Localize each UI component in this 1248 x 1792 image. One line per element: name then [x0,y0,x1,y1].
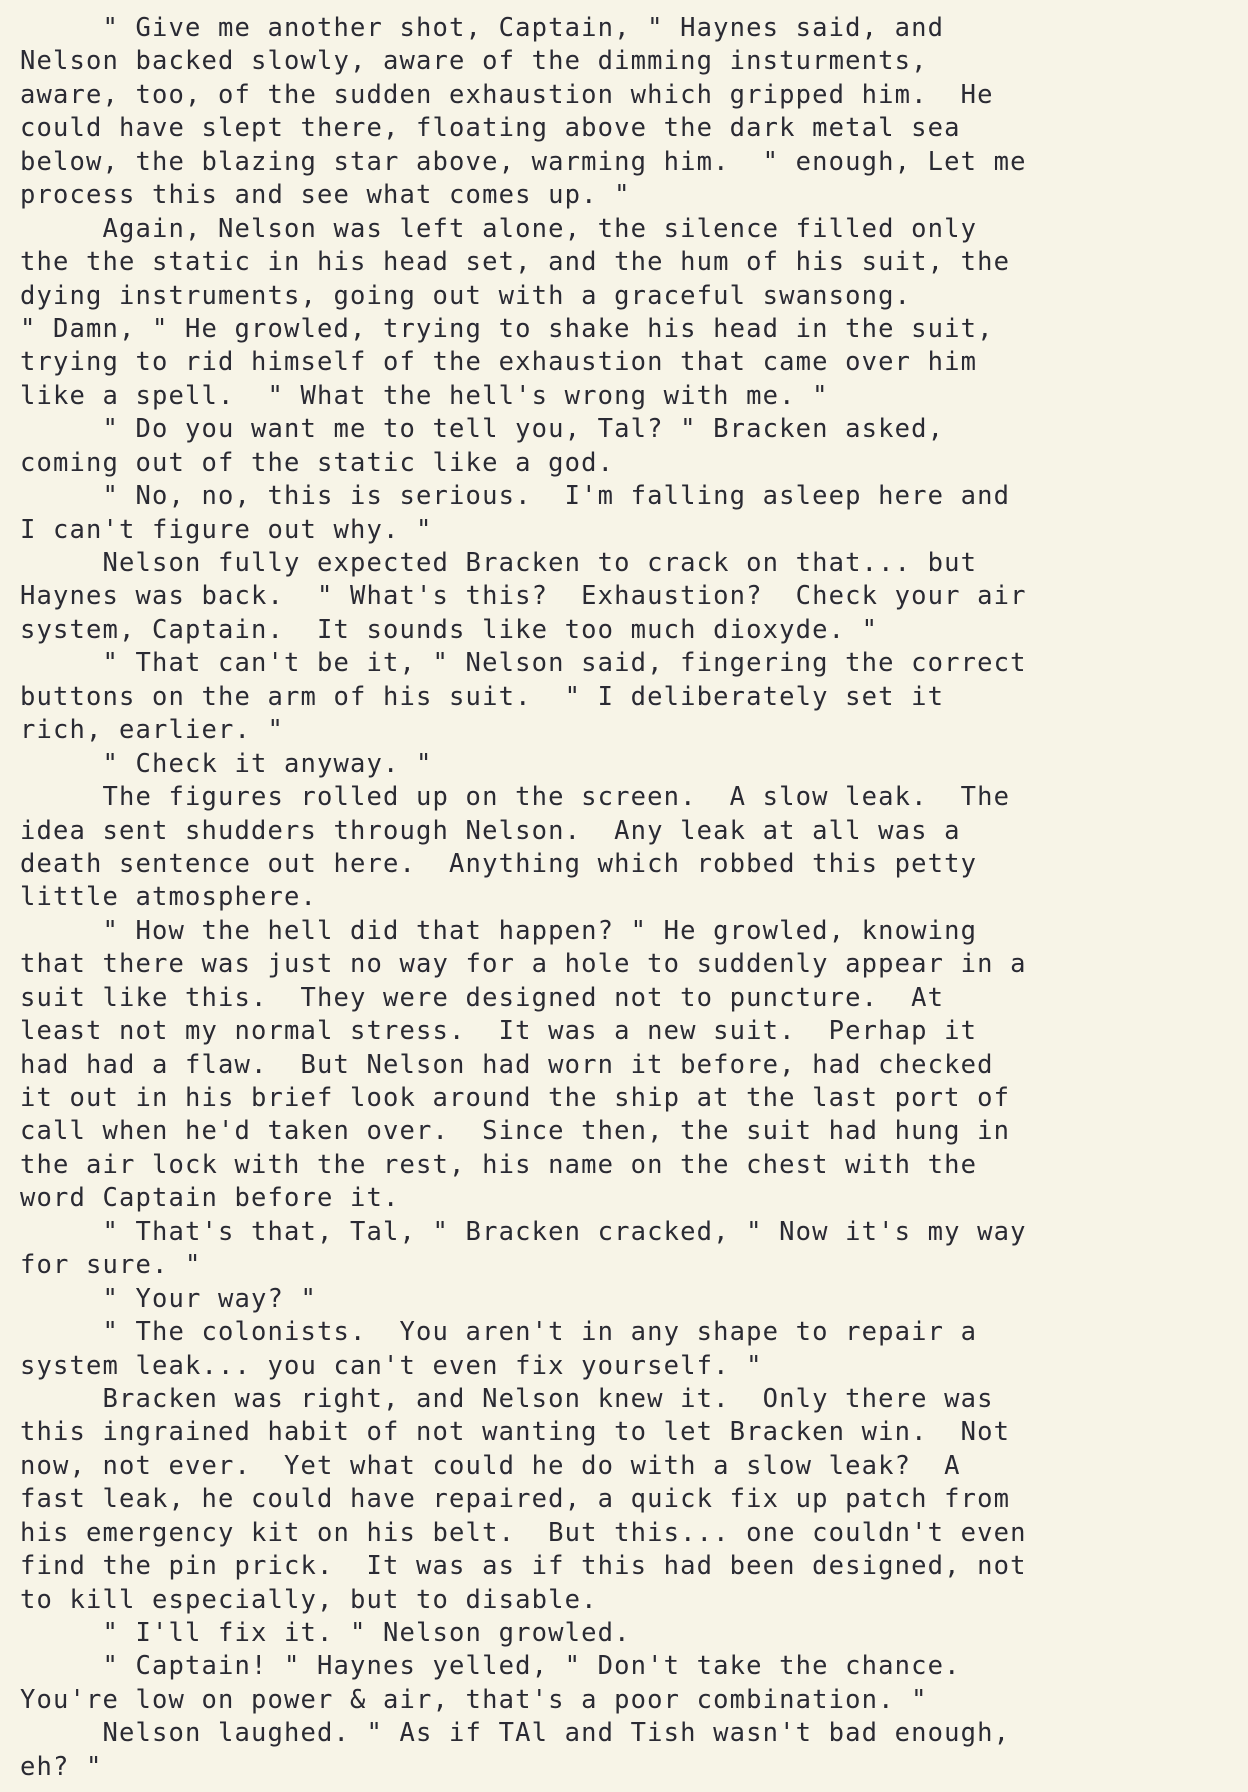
text-line: Nelson backed slowly, aware of the dimming insturments, [20,46,928,77]
text-line: below, the blazing star above, warming him. " enough, Let me [20,146,1027,177]
text-line: the air lock with the rest, his name on the chest with the [20,1149,978,1180]
text-line: process this and see what comes up. " [20,180,631,211]
text-line: eh? " [20,1751,103,1782]
text-line: " Give me another shot, Captain, " Haynes said, and [20,13,945,43]
text-line: aware, too, of the sudden exhaustion which gripped him. He [20,79,994,110]
text-line: The figures rolled up on the screen. A slow leak. The [20,782,1011,813]
text-line: suit like this. They were designed not to puncture. At [20,982,945,1013]
text-line: could have slept there, floating above the dark metal sea [20,113,961,144]
text-line: system leak... you can't even fix yourself. " [20,1350,763,1381]
text-line: trying to rid himself of the exhaustion that came over him [20,347,978,378]
text-line: to kill especially, but to disable. [20,1584,598,1615]
text-line: " The colonists. You aren't in any shape to repair a [20,1317,978,1348]
text-line: coming out of the static like a god. [20,447,615,478]
text-line: Again, Nelson was left alone, the silence filled only [20,213,978,244]
text-line: this ingrained habit of not wanting to let Bracken win. Not [20,1417,1011,1448]
text-line: like a spell. " What the hell's wrong with me. " [20,380,829,411]
text-line: " I'll fix it. " Nelson growled. [20,1618,631,1648]
text-line: it out in his brief look around the ship at the last port of [20,1083,1011,1113]
text-line: Nelson laughed. " As if TAl and Tish wasn't bad enough, [20,1718,1011,1749]
text-line: " Do you want me to tell you, Tal? " Bracken asked, [20,414,945,445]
text-line: " Check it anyway. " [20,748,433,779]
text-line: word Captain before it. [20,1183,400,1214]
text-line: now, not ever. Yet what could he do with a slow leak? A [20,1450,961,1481]
text-line: that there was just no way for a hole to suddenly appear in a [20,949,1027,980]
text-line: the the static in his head set, and the hum of his suit, the [20,247,1011,278]
text-line: " That's that, Tal, " Bracken cracked, " Now it's my way [20,1216,1027,1247]
text-line: Nelson fully expected Bracken to crack on that... but [20,548,978,578]
text-line: I can't figure out why. " [20,514,433,545]
text-line: " Damn, " He growled, trying to shake his head in the suit, [20,313,994,344]
text-line: had had a flaw. But Nelson had worn it before, had checked [20,1049,994,1080]
text-line: call when he'd taken over. Since then, the suit had hung in [20,1116,1011,1147]
text-line: fast leak, he could have repaired, a quick fix up patch from [20,1484,1011,1515]
text-line: " Captain! " Haynes yelled, " Don't take the chance. [20,1651,961,1682]
text-line: death sentence out here. Anything which robbed this petty [20,848,978,879]
text-line: buttons on the arm of his suit. " I deliberately set it [20,681,945,712]
text-line: You're low on power & air, that's a poor combination. " [20,1684,928,1715]
text-line: system, Captain. It sounds like too much dioxyde. " [20,614,879,645]
text-line: " That can't be it, " Nelson said, fingering the correct [20,648,1027,679]
text-line: least not my normal stress. It was a new suit. Perhap it [20,1016,978,1047]
text-line: dying instruments, going out with a graceful swansong. [20,280,912,311]
text-line: " No, no, this is serious. I'm falling asleep here and [20,481,1011,512]
text-line: little atmosphere. [20,882,318,913]
text-line: " How the hell did that happen? " He growled, knowing [20,915,978,946]
text-line: find the pin prick. It was as if this had been designed, not [20,1551,1027,1582]
text-line: his emergency kit on his belt. But this... one couldn't even [20,1517,1027,1548]
text-line: idea sent shudders through Nelson. Any leak at all was a [20,815,961,846]
text-line: Haynes was back. " What's this? Exhaustion? Check your air [20,581,1027,612]
text-line: rich, earlier. " [20,715,285,746]
text-line: for sure. " [20,1250,202,1281]
story-text [20,12,1242,1784]
text-line: " Your way? " [20,1283,318,1314]
text-line: Bracken was right, and Nelson knew it. Only there was [20,1383,994,1414]
